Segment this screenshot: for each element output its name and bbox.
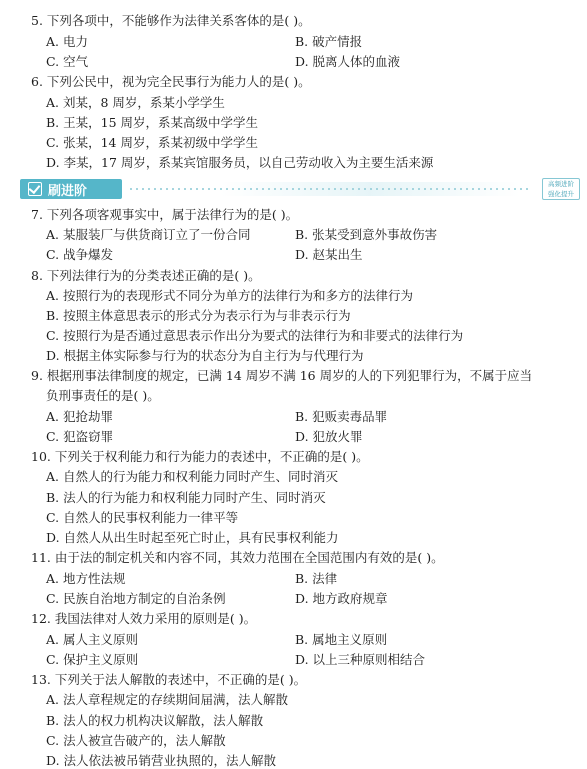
section-header (20, 179, 580, 199)
q7-option-b[interactable]: B. 张某受到意外事故伤害 (295, 227, 438, 242)
q6-option-a[interactable]: A. 刘某，8 周岁，系某小学学生 (46, 95, 225, 110)
question-6-stem: 6. 下列公民中，视为完全民事行为能力人的是( )。 (31, 74, 311, 89)
q8-option-a[interactable]: A. 按照行为的表现形式不同分为单方的法律行为和多方的法律行为 (46, 288, 413, 303)
section-tag (542, 178, 580, 200)
q10-option-b[interactable]: B. 法人的行为能力和权利能力同时产生、同时消灭 (46, 490, 326, 505)
q11-option-b[interactable]: B. 法律 (295, 571, 338, 586)
q7-option-a[interactable]: A. 某服装厂与供货商订立了一份合同 (46, 227, 251, 242)
q13-option-a[interactable]: A. 法人章程规定的存续期间届满，法人解散 (46, 692, 288, 707)
question-9-stem-line2: 负刑事责任的是( )。 (46, 388, 160, 403)
q7-option-c[interactable]: C. 战争爆发 (46, 247, 114, 262)
question-7-stem: 7. 下列各项客观事实中，属于法律行为的是( )。 (31, 207, 299, 222)
q9-option-c[interactable]: C. 犯盗窃罪 (46, 429, 114, 444)
q11-option-a[interactable]: A. 地方性法规 (46, 571, 126, 586)
q12-option-b[interactable]: B. 属地主义原则 (295, 632, 388, 647)
question-9-stem-line1: 9. 根据刑事法律制度的规定，已满 14 周岁不满 16 周岁的人的下列犯罪行为，不属于应当 (31, 368, 533, 383)
header-divider-dots (128, 188, 528, 190)
q10-option-d[interactable]: D. 自然人从出生时起至死亡时止，具有民事权利能力 (46, 530, 339, 545)
q5-option-c[interactable]: C. 空气 (46, 54, 89, 69)
q6-option-b[interactable]: B. 王某，15 周岁，系某高级中学学生 (46, 115, 259, 130)
question-13-stem: 13. 下列关于法人解散的表述中，不正确的是( )。 (31, 672, 307, 687)
q6-option-d[interactable]: D. 李某，17 周岁，系某宾馆服务员，以自己劳动收入为主要生活来源 (46, 155, 434, 170)
question-5-stem: 5. 下列各项中，不能够作为法律关系客体的是( )。 (31, 13, 311, 28)
q10-option-c[interactable]: C. 自然人的民事权利能力一律平等 (46, 510, 239, 525)
q8-option-b[interactable]: B. 按照主体意思表示的形式分为表示行为与非表示行为 (46, 308, 351, 323)
question-11-stem: 11. 由于法的制定机关和内容不同，其效力范围在全国范围内有效的是( )。 (31, 550, 444, 565)
q6-option-c[interactable]: C. 张某，14 周岁，系某初级中学学生 (46, 135, 258, 150)
q12-option-c[interactable]: C. 保护主义原则 (46, 652, 139, 667)
section-title: 刷进阶 (48, 183, 88, 199)
question-12-stem: 12. 我国法律对人效力采用的原则是( )。 (31, 611, 257, 626)
question-8-stem: 8. 下列法律行为的分类表述正确的是( )。 (31, 268, 261, 283)
q13-option-d[interactable]: D. 法人依法被吊销营业执照的，法人解散 (46, 753, 277, 768)
q5-option-a[interactable]: A. 电力 (46, 34, 88, 49)
q9-option-a[interactable]: A. 犯抢劫罪 (46, 409, 113, 424)
q7-option-d[interactable]: D. 赵某出生 (295, 247, 363, 262)
question-10-stem: 10. 下列关于权利能力和行为能力的表述中，不正确的是( )。 (31, 449, 369, 464)
q8-option-d[interactable]: D. 根据主体实际参与行为的状态分为自主行为与代理行为 (46, 348, 364, 363)
q5-option-b[interactable]: B. 破产情报 (295, 34, 363, 49)
q9-option-b[interactable]: B. 犯贩卖毒品罪 (295, 409, 388, 424)
q11-option-d[interactable]: D. 地方政府规章 (295, 591, 388, 606)
section-badge (20, 179, 122, 199)
q10-option-a[interactable]: A. 自然人的行为能力和权利能力同时产生、同时消灭 (46, 469, 338, 484)
q13-option-c[interactable]: C. 法人被宣告破产的，法人解散 (46, 733, 226, 748)
section-tag-line1: 高频进阶 (548, 180, 574, 188)
section-tag-line2: 强化提升 (548, 190, 574, 198)
q12-option-d[interactable]: D. 以上三种原则相结合 (295, 652, 426, 667)
q12-option-a[interactable]: A. 属人主义原则 (46, 632, 138, 647)
q9-option-d[interactable]: D. 犯放火罪 (295, 429, 363, 444)
q8-option-c[interactable]: C. 按照行为是否通过意思表示作出分为要式的法律行为和非要式的法律行为 (46, 328, 464, 343)
q5-option-d[interactable]: D. 脱离人体的血液 (295, 54, 401, 69)
q11-option-c[interactable]: C. 民族自治地方制定的自治条例 (46, 591, 226, 606)
q13-option-b[interactable]: B. 法人的权力机构决议解散，法人解散 (46, 713, 264, 728)
checkbox-icon (28, 182, 42, 196)
